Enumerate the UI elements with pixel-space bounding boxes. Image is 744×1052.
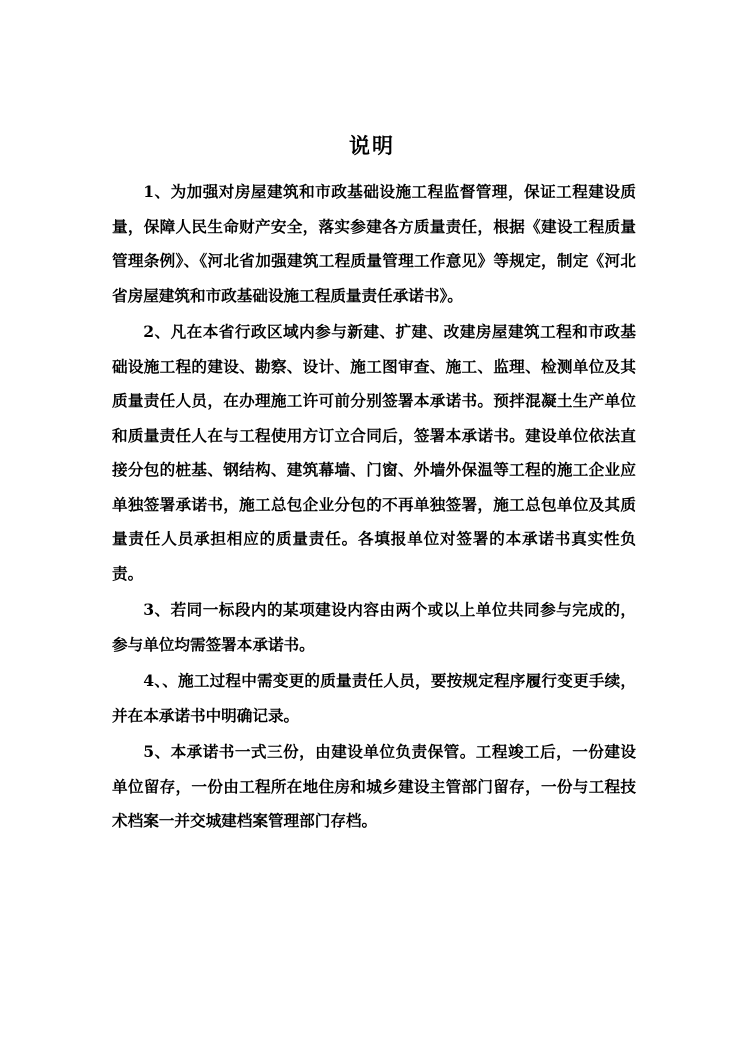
paragraph-2: 2、凡在本省行政区域内参与新建、扩建、改建房屋建筑工程和市政基础设施工程的建设、勘察、设计、施工图审查、施工、监理、检测单位及其质量责任人员，在办理施工许可前分别签署本承诺书。预拌混凝土生产单位和质量责任人在与工程使用方订立合同后，签署本承诺书。建设单位依法直接分包的桩基、钢结构、建筑幕墙、门窗、外墙外保温等工程的施工企业应单独签署承诺书，施工总包企业分包的不再单独签署，施工总包单位及其质量责任人员承担相应的质量责任。各填报单位对签署的本承诺书真实性负责。 [112, 322, 636, 583]
paragraph-1: 1、为加强对房屋建筑和市政基础设施工程监督管理，保证工程建设质量，保障人民生命财产安全，落实参建各方质量责任，根据《建设工程质量管理条例》、《河北省加强建筑工程质量管理工作意见》等规定，制定《河北省房屋建筑和市政基础设施工程质量责任承诺书》。 [112, 182, 636, 305]
paragraph-4: 4、、施工过程中需变更的质量责任人员，要按规定程序履行变更手续，并在本承诺书中明确记录。 [112, 671, 636, 725]
paragraph-3: 3、若同一标段内的某项建设内容由两个或以上单位共同参与完成的，参与单位均需签署本承诺书。 [112, 600, 636, 654]
page-title: 说明 [349, 133, 395, 158]
paragraph-5: 5、本承诺书一式三份，由建设单位负责保管。工程竣工后，一份建设单位留存，一份由工程所在地住房和城乡建设主管部门留存，一份与工程技术档案一并交城建档案管理部门存档。 [112, 742, 636, 830]
document-body [112, 175, 636, 839]
